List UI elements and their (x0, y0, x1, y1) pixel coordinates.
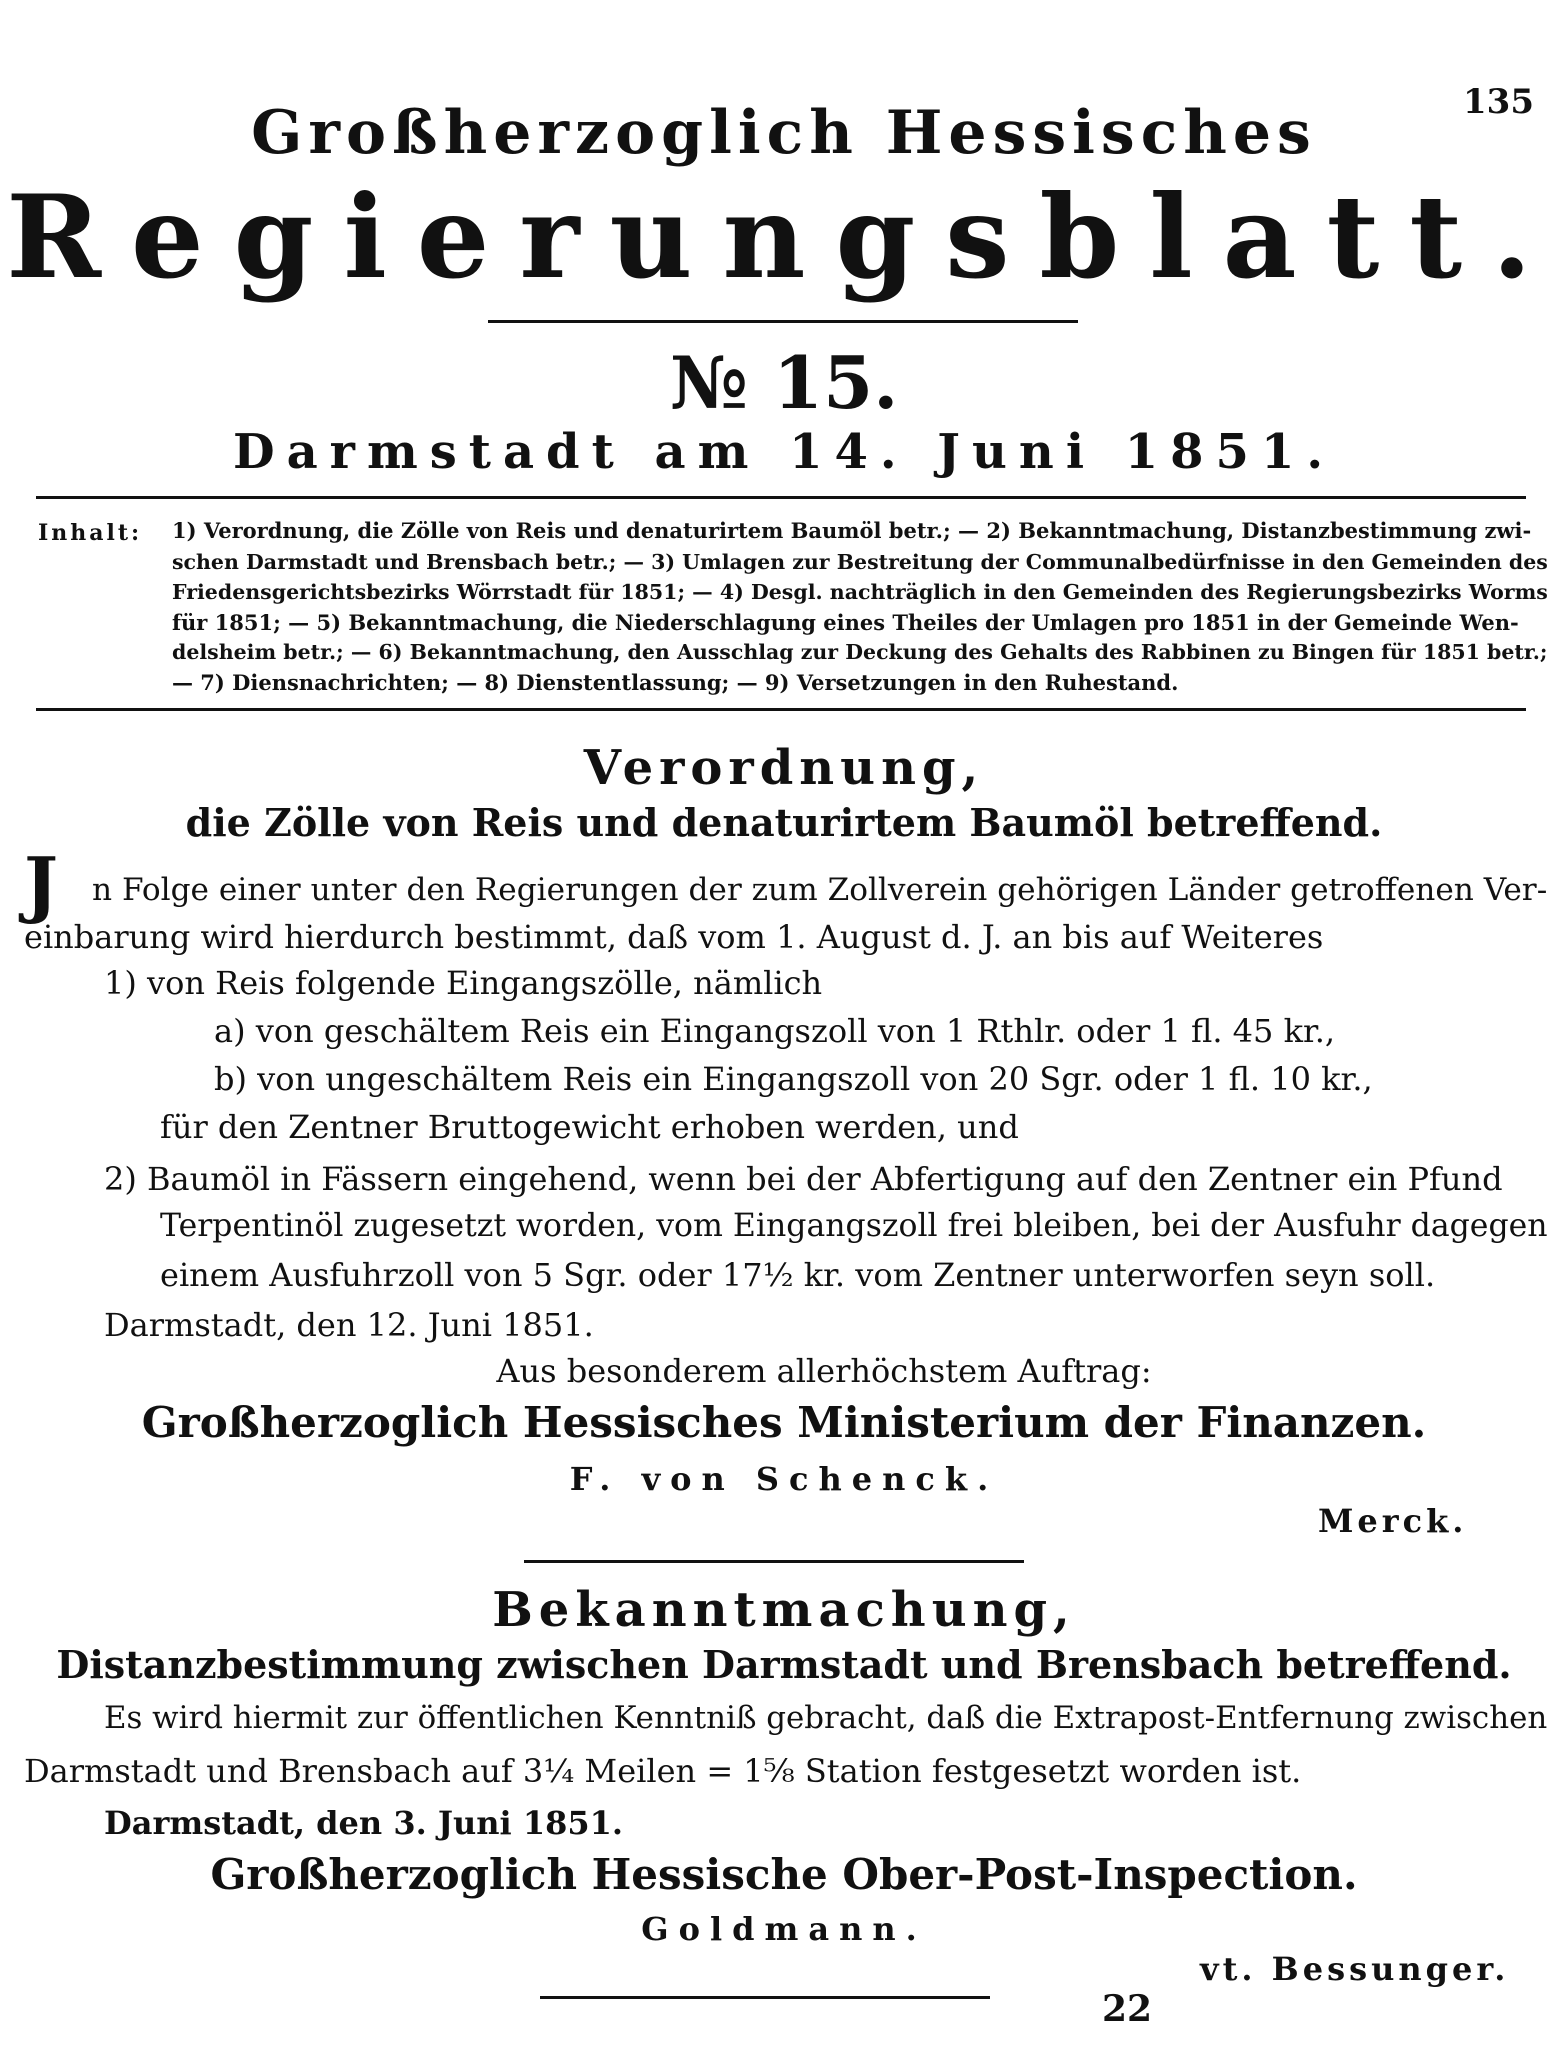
contents-top-rule (36, 496, 1526, 499)
issue-date: Darmstadt am 14. Juni 1851. (232, 424, 1336, 480)
announcement-date: Darmstadt, den 3. Juni 1851. (104, 1804, 624, 1842)
announcement-paragraph-line: Es wird hiermit zur öffentlichen Kenntniß gebracht, daß die Extrapost-Entfernung zwischen (104, 1700, 1548, 1736)
contents-bottom-rule (36, 708, 1526, 711)
contents-line: — 7) Diensnachrichten; — 8) Dienstentlassung; — 9) Versetzungen in den Ruhestand. (172, 670, 1179, 695)
header-rule (488, 320, 1078, 323)
ordinance-signatory: F. von Schenck. (569, 1460, 999, 1498)
ordinance-authority: Aus besonderem allerhöchstem Auftrag: (496, 1352, 1152, 1390)
masthead-title: Regierungsblatt. (6, 170, 1562, 304)
announcement-signatory: Goldmann. (641, 1910, 927, 1948)
issue-number: № 15. (669, 340, 899, 425)
contents-line: 1) Verordnung, die Zölle von Reis und denaturirtem Baumöl betr.; — 2) Bekanntmachung, Distanzbestimmung zwi- (172, 518, 1532, 543)
announcement-countersign: vt. Bessunger. (1200, 1950, 1510, 1988)
announcement-paragraph-line: Darmstadt und Brensbach auf 3¼ Meilen = 1⅝ Station festgesetzt worden ist. (24, 1752, 1302, 1790)
announcement-office: Großherzoglich Hessische Ober-Post-Inspection. (210, 1850, 1358, 1899)
ordinance-item-1b: b) von ungeschältem Reis ein Eingangszoll von 20 Sgr. oder 1 fl. 10 kr., (214, 1060, 1373, 1098)
ordinance-paragraph-line: einbarung wird hierdurch bestimmt, daß vom 1. August d. J. an bis auf Weiteres (24, 918, 1324, 956)
announcement-subtitle: Distanzbestimmung zwischen Darmstadt und Brensbach betreffend. (56, 1642, 1512, 1687)
ordinance-paragraph-line: n Folge einer unter den Regierungen der zum Zollverein gehörigen Länder getroffenen Ver- (92, 872, 1548, 908)
page-number: 135 (1463, 82, 1534, 122)
announcement-title: Bekanntmachung, (492, 1582, 1076, 1638)
ordinance-date: Darmstadt, den 12. Juni 1851. (104, 1306, 594, 1344)
header-top-line: Großherzoglich Hessisches (251, 98, 1317, 168)
contents-line: Friedensgerichtsbezirks Wörrstadt für 1851; — 4) Desgl. nachträglich in den Gemeinden des Regierungsbezirks Worms (172, 580, 1548, 604)
ordinance-drop-cap: J (24, 841, 59, 926)
ordinance-item-1: 1) von Reis folgende Eingangszölle, nämlich (104, 964, 823, 1002)
contents-line: schen Darmstadt und Brensbach betr.; — 3) Umlagen zur Bestreitung der Communalbedürfnisse in den Gemeinden des (172, 550, 1548, 574)
ordinance-item-2-line: einem Ausfuhrzoll von 5 Sgr. oder 17½ kr. vom Zentner unterworfen seyn soll. (160, 1256, 1436, 1294)
section-divider (524, 1560, 1024, 1563)
contents-line: delsheim betr.; — 6) Bekanntmachung, den Ausschlag zur Deckung des Gehalts des Rabbinen zu Bingen für 1851 betr.; (172, 640, 1548, 664)
ordinance-item-2-line: Terpentinöl zugesetzt worden, vom Eingangszoll frei bleiben, bei der Ausfuhr dagegen (160, 1208, 1548, 1244)
contents-label: Inhalt: (38, 520, 143, 546)
signature-number: 22 (1102, 1988, 1153, 2030)
ordinance-title: Verordnung, (583, 740, 985, 796)
ordinance-item-1-end: für den Zentner Bruttogewicht erhoben werden, und (160, 1108, 1019, 1146)
contents-line: für 1851; — 5) Bekanntmachung, die Niederschlagung eines Theiles der Umlagen pro 1851 in der Gemeinde Wen- (172, 610, 1519, 635)
ordinance-ministry: Großherzoglich Hessisches Ministerium der Finanzen. (141, 1398, 1427, 1447)
ordinance-subtitle: die Zölle von Reis und denaturirtem Baumöl betreffend. (185, 800, 1383, 845)
footer-rule (540, 1996, 990, 1999)
ordinance-item-2: 2) Baumöl in Fässern eingehend, wenn bei der Abfertigung auf den Zentner ein Pfund (104, 1160, 1503, 1198)
ordinance-item-1a: a) von geschältem Reis ein Eingangszoll von 1 Rthlr. oder 1 fl. 45 kr., (214, 1012, 1336, 1050)
ordinance-countersign: Merck. (1318, 1502, 1468, 1540)
